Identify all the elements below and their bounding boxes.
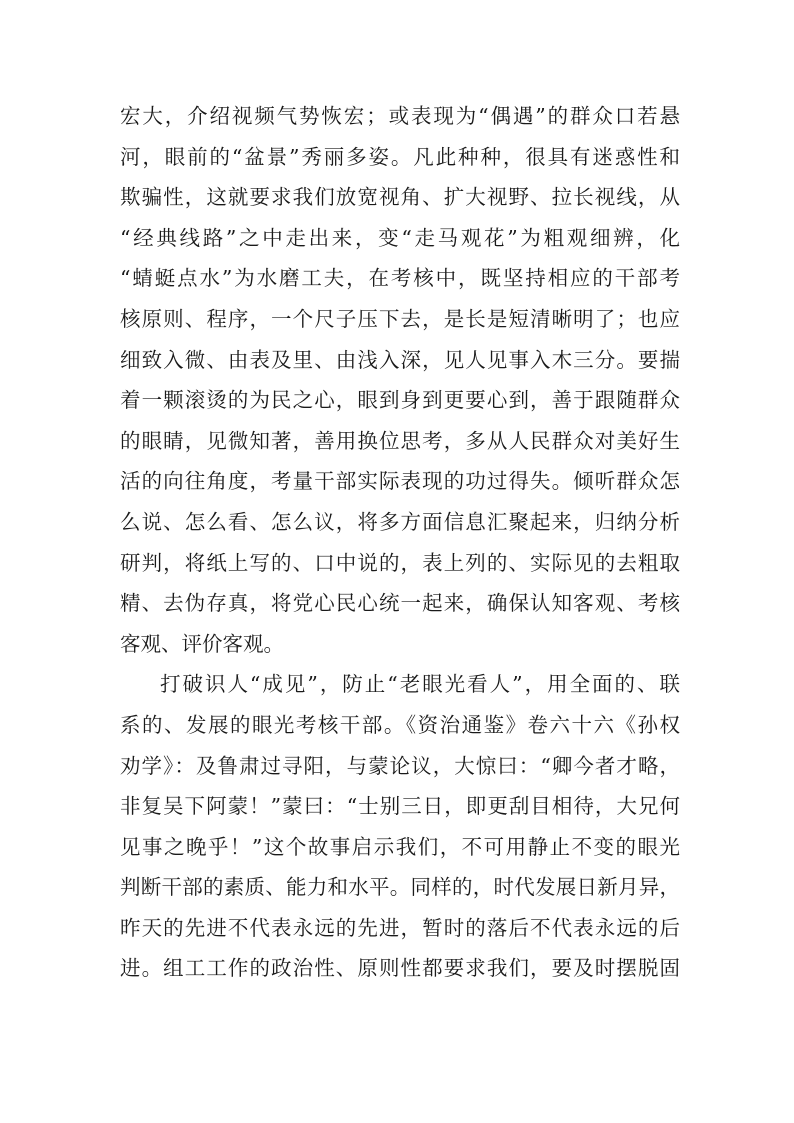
- text-line: 判断干部的素质、能力和水平。同样的，时代发展日新月异，: [120, 875, 680, 900]
- text-line: 细致入微、由表及里、由浅入深，见人见事入木三分。要揣: [120, 347, 680, 372]
- text-line: 昨天的先进不代表永远的先进，暂时的落后不代表永远的后: [120, 915, 680, 940]
- text-line: 精、去伪存真，将党心民心统一起来，确保认知客观、考核: [120, 591, 680, 616]
- text-line: 核原则、程序，一个尺子压下去，是长是短清晰明了；也应: [120, 306, 680, 331]
- text-line: 河，眼前的“盆景”秀丽多姿。凡此种种，很具有迷惑性和: [120, 144, 680, 169]
- text-line: 么说、怎么看、怎么议，将多方面信息汇聚起来，归纳分析: [120, 509, 680, 534]
- text-line: “蜻蜓点水”为水磨工夫，在考核中，既坚持相应的干部考: [120, 266, 680, 291]
- body-text: [120, 96, 680, 989]
- text-line: 研判，将纸上写的、口中说的，表上列的、实际见的去粗取: [120, 550, 680, 575]
- text-line: 客观、评价客观。: [120, 631, 284, 656]
- text-line: “经典线路”之中走出来，变“走马观花”为粗观细辨，化: [120, 225, 680, 250]
- text-line: 着一颗滚烫的为民之心，眼到身到更要心到，善于跟随群众: [120, 388, 680, 413]
- text-line: 非复吴下阿蒙！”蒙曰：“士别三日，即更刮目相待，大兄何: [120, 794, 680, 819]
- text-line: 见事之晚乎！”这个故事启示我们，不可用静止不变的眼光: [120, 834, 680, 859]
- text-line: 欺骗性，这就要求我们放宽视角、扩大视野、拉长视线，从: [120, 185, 680, 210]
- text-line: 宏大，介绍视频气势恢宏；或表现为“偶遇”的群众口若悬: [120, 104, 680, 128]
- text-line: 的眼睛，见微知著，善用换位思考，多从人民群众对美好生: [120, 428, 680, 453]
- text-line: 打破识人“成见”，防止“老眼光看人”，用全面的、联: [160, 672, 680, 697]
- text-line: 活的向往角度，考量干部实际表现的功过得失。倾听群众怎: [120, 469, 680, 494]
- text-line: 进。组工工作的政治性、原则性都要求我们，要及时摆脱固: [120, 956, 680, 981]
- text-line: 劝学》：及鲁肃过寻阳，与蒙论议，大惊曰：“卿今者才略，: [120, 753, 680, 778]
- text-line: 系的、发展的眼光考核干部。《资治通鉴》卷六十六《孙权: [120, 712, 680, 737]
